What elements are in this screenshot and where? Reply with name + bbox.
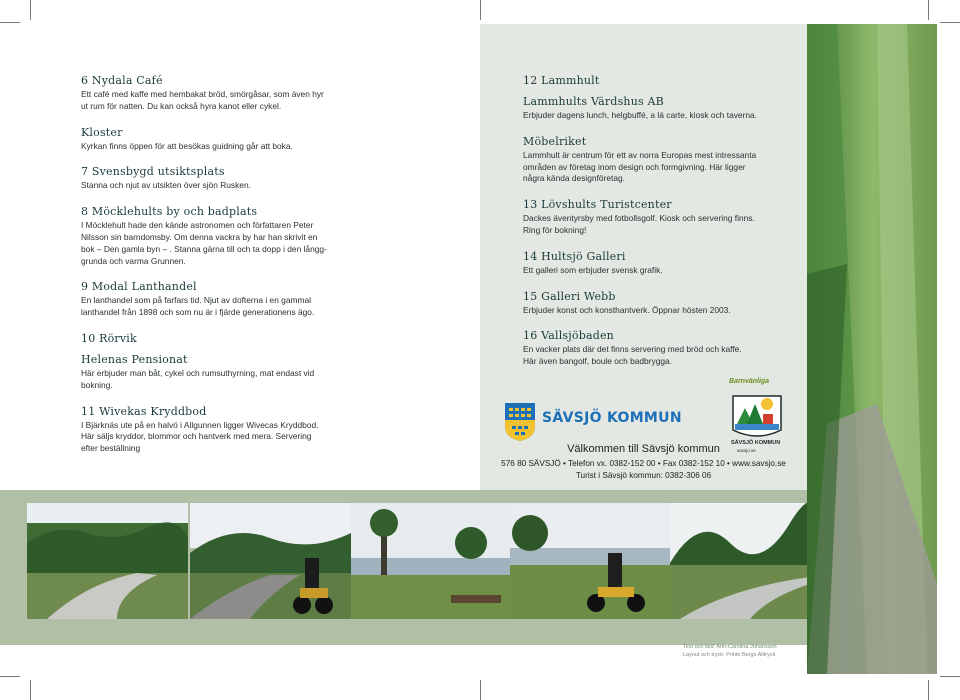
attraction-description [81,141,351,153]
attraction-title: 15 Galleri Webb [523,289,616,303]
description-line: I Möcklehult hade den kände astronomen och författaren Peter [81,220,314,231]
description-line: efter beställning [81,443,141,454]
crop-mark [480,0,481,20]
description-line: Ett café med kaffe med hembakat bröd, smörgåsar, som även hyr [81,89,324,99]
attraction-entry [81,205,351,267]
attraction-title: 9 Modal Lanthandel [81,280,197,294]
crop-mark [480,680,481,700]
attraction-title: 7 Svensbygd utsiktsplats [81,165,225,179]
attraction-entry [523,290,793,317]
attraction-title: Möbelriket [523,134,587,148]
attraction-entry [523,250,793,277]
description-line: Stanna och njut av utsikten över sjön Rusken. [81,180,251,191]
description-line: Här säljs kryddor, blommor och hantverk med mera. Servering [81,431,312,442]
photo-road-curve [27,503,188,619]
attraction-entry [523,135,793,185]
description-line: Dackes äventyrsby med fotbollsgolf. Kiosk och servering finns. [523,213,755,224]
attraction-title: Kloster [81,125,123,139]
attraction-title: 14 Hultsjö Galleri [523,249,626,263]
credits [683,643,777,659]
attraction-title: 8 Möcklehults by och badplats [81,205,258,219]
attraction-title: 10 Rörvik [81,331,137,345]
crop-mark [30,680,31,700]
crop-mark [30,0,31,20]
attraction-description [523,150,793,185]
description-line: En lanthandel som på farfars tid. Njut av dofterna i en gammal [81,295,311,306]
crop-mark [940,676,960,677]
attraction-entry [81,280,351,319]
attraction-description [81,89,351,113]
attraction-description [81,368,351,392]
forest-road-photo [807,24,937,674]
attraction-description [523,110,793,122]
attraction-title: Lammhults Värdshus AB [523,95,664,108]
attraction-description [523,344,793,368]
attraction-entry [81,74,351,113]
credits-text: Text och bild: Ann-Carolina Johansson [683,644,777,650]
description-line: lanthandel från 1898 och som nu är i fjärde generationens ägo. [81,307,315,318]
crop-mark [928,0,929,20]
crop-mark [0,22,20,23]
left-column [81,74,351,468]
crop-mark [940,22,960,23]
description-line: Erbjuder konst och konsthantverk. Öppnar hösten 2003. [523,304,731,315]
crop-mark [0,676,20,677]
photo-lake-view [351,503,512,619]
attraction-description [81,180,351,192]
description-line: bokning. [81,379,113,390]
right-column [523,74,793,381]
attraction-entry [81,126,351,153]
attraction-entry [81,353,351,392]
description-line: Kyrkan finns öppen för att besökas guidning går att boka. [81,140,293,151]
description-line: ut rum för natten. Du kan också hyra kanot eller cykel. [81,100,282,111]
description-line: En vacker plats där det finns servering med bröd och kaffe. [523,344,742,355]
attraction-entry [81,332,351,345]
address-line: 576 80 SÄVSJÖ • Telefon vx. 0382-152 00 • Fax 0382-152 10 • www.savsjo.se [501,459,786,468]
attraction-description [81,295,351,319]
attraction-title: Helenas Pensionat [81,352,188,366]
child-logo-illustration-icon [729,386,785,440]
description-line: Nilsson sin barndomsby. Om denna vackra by har han skrivit en [81,231,318,242]
description-line: Här även bangolf, boule och badbrygga. [523,356,672,367]
child-logo-name: SÄVSJÖ KOMMUN [731,440,781,446]
description-line: Lammhult är centrum för ett av norra Europas mest intressanta [523,149,757,160]
attraction-entry [523,95,793,122]
credits-layout: Layout och tryck: Printo Bergs Alltryck [683,652,776,658]
child-logo-title: Barnvänliga [729,378,770,385]
attraction-entry [81,165,351,192]
attraction-entry [523,74,793,87]
attraction-entry [523,329,793,368]
description-line: I Bjärknäs ute på en halvö i Allgunnen ligger Wivecas Kryddbod. [81,419,319,430]
photo-motorcycle-lake [510,503,671,619]
child-logo-web: savsjo.se [737,448,756,453]
contact-block [480,443,807,482]
attraction-description [81,420,351,455]
description-line: områden av företag inom design och formgivning. Här ligger [523,161,746,172]
logo-text: SÄVSJÖ KOMMUN [542,410,682,426]
attraction-description [523,213,793,237]
description-line: Erbjuder dagens lunch, helgbuffé, a lá carte, kiosk och taverna. [523,110,758,120]
coat-of-arms-icon [504,402,536,442]
attraction-description [523,265,793,277]
description-line: Ett galleri som erbjuder svensk grafik. [523,264,663,275]
description-line: Här erbjuder man båt, cykel och rumsuthyrning, mat endast vid [81,367,315,378]
attraction-title: 6 Nydala Café [81,74,163,87]
description-line: bok – Den gamla byn – . Stanna gärna till och ta dopp i den långg- [81,243,327,254]
attraction-title: 13 Lövshults Turistcenter [523,198,672,212]
description-line: några kända designföretag. [523,173,625,184]
attraction-title: 11 Wivekas Kryddbod [81,404,207,418]
crop-mark [928,680,929,700]
attraction-entry [81,405,351,455]
photo-motorcycle-road [190,503,351,619]
description-line: Ring för bokning! [523,224,587,235]
attraction-description [523,305,793,317]
attraction-title: 16 Vallsjöbaden [523,329,614,343]
tourist-phone: Turist i Sävsjö kommun: 0382-306 06 [575,471,712,480]
attraction-description [81,220,351,267]
description-line: grunda och varma Grunnen. [81,255,186,266]
welcome-text: Välkommen till Sävsjö kommun [567,443,720,455]
attraction-title: 12 Lammhult [523,74,600,87]
attraction-entry [523,198,793,237]
